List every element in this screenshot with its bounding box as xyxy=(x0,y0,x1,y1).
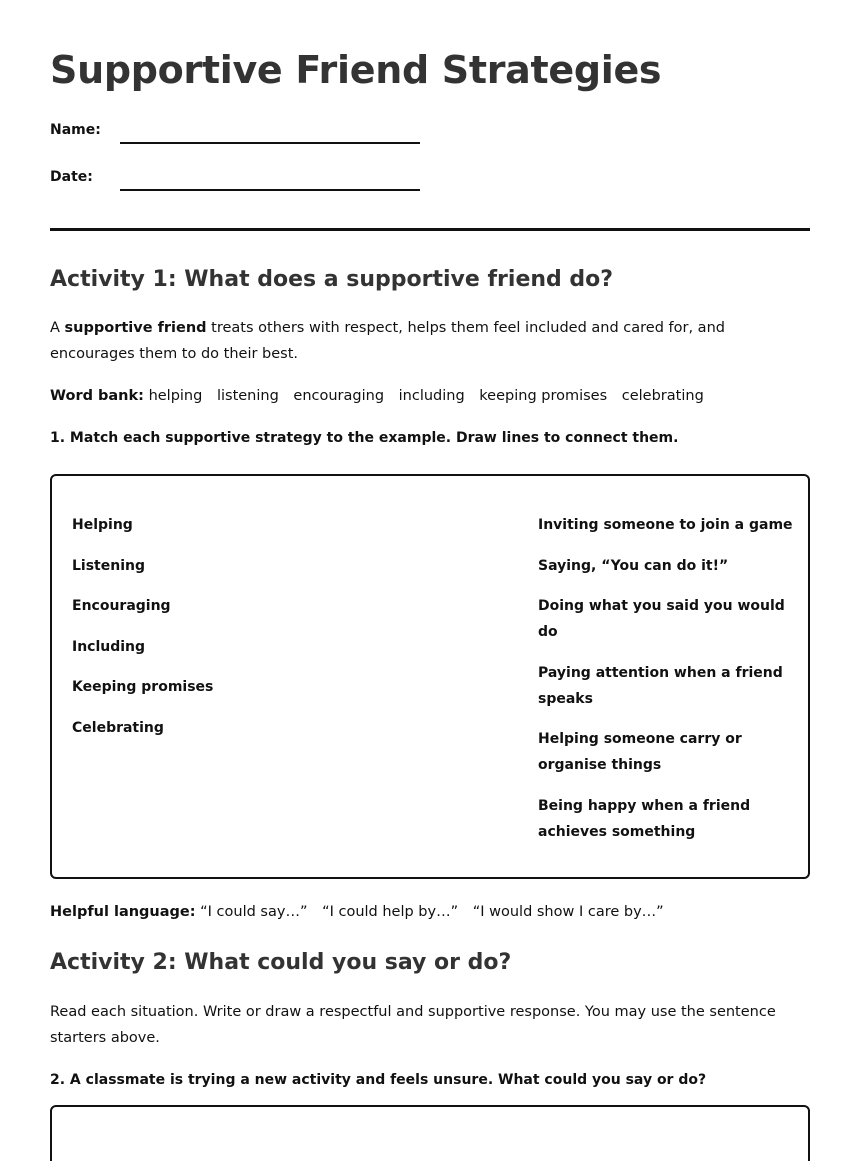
example-item: Paying attention when a friend speaks xyxy=(538,664,783,707)
strategy-column xyxy=(72,512,272,756)
helpful-phrase: “I would show I care by…” xyxy=(472,904,664,920)
strategy-item: Including xyxy=(72,638,146,655)
example-column xyxy=(538,512,793,860)
helpful-language xyxy=(50,899,810,925)
strategy-item: Encouraging xyxy=(72,598,171,615)
name-line[interactable] xyxy=(120,142,420,144)
example-item: Inviting someone to join a game xyxy=(538,517,793,533)
activity1-heading: Activity 1: What does a supportive friend do? xyxy=(50,267,614,292)
helpful-language-label: Helpful language: xyxy=(50,904,196,920)
strategy-item: Celebrating xyxy=(72,719,164,736)
page-title: Supportive Friend Strategies xyxy=(50,48,662,92)
name-label: Name: xyxy=(50,122,101,138)
word-bank-item: celebrating xyxy=(621,388,704,404)
intro-suffix: treats others with respect, helps them feel included and cared for, and encourages them to do their best. xyxy=(50,320,725,362)
activity1-intro xyxy=(50,315,810,367)
helpful-phrase: “I could say…” xyxy=(200,904,308,920)
strategy-item: Keeping promises xyxy=(72,679,214,696)
example-item: Saying, “You can do it!” xyxy=(538,557,729,574)
question-2: 2. A classmate is trying a new activity and feels unsure. What could you say or do? xyxy=(50,1072,707,1088)
matching-box[interactable] xyxy=(50,474,810,879)
word-bank-item: listening xyxy=(216,388,279,404)
activity2-instructions: Read each situation. Write or draw a respectful and supportive response. You may use the sentence starters above. xyxy=(50,1004,776,1046)
header-divider xyxy=(50,228,810,231)
word-bank xyxy=(50,383,810,409)
word-bank-item: keeping promises xyxy=(479,388,608,404)
example-item: Helping someone carry or organise things xyxy=(538,731,742,774)
intro-bold-term: supportive friend xyxy=(64,320,207,336)
word-bank-item: helping xyxy=(148,388,203,404)
date-label: Date: xyxy=(50,169,93,185)
word-bank-item: encouraging xyxy=(293,388,385,404)
answer-box[interactable] xyxy=(50,1105,810,1161)
intro-prefix: A xyxy=(50,320,65,336)
word-bank-item: including xyxy=(398,388,465,404)
helpful-phrase: “I could help by…” xyxy=(322,904,459,920)
example-item: Being happy when a friend achieves something xyxy=(538,797,751,840)
word-bank-label: Word bank: xyxy=(50,388,144,404)
strategy-item: Listening xyxy=(72,557,145,574)
date-line[interactable] xyxy=(120,189,420,191)
example-item: Doing what you said you would do xyxy=(538,598,785,641)
activity2-heading: Activity 2: What could you say or do? xyxy=(50,950,512,975)
question-1: 1. Match each supportive strategy to the example. Draw lines to connect them. xyxy=(50,430,679,446)
strategy-item: Helping xyxy=(72,517,133,533)
